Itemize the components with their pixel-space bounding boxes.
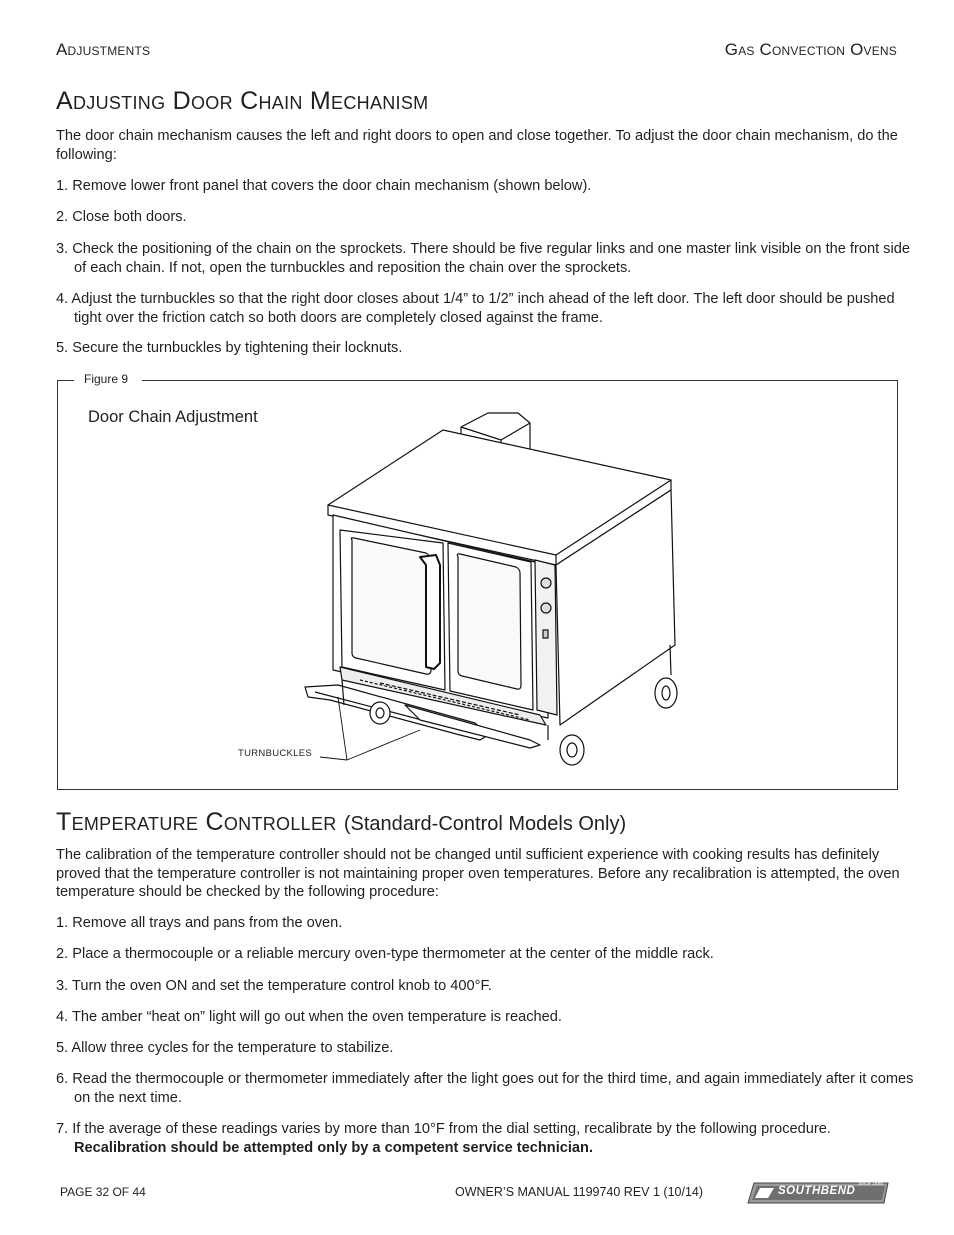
door-chain-step-3: 3. Check the positioning of the chain on the sprockets. There should be five regular links and one master link visible on the front side of each chain. If not, open the turnbuckles and reposition the chain over the sprockets. — [56, 241, 910, 276]
section-title-temp-controller — [56, 808, 626, 837]
temp-step-7-warning: Recalibration should be attempted only by a competent service technician. — [74, 1139, 594, 1156]
running-header-section: Adjustments — [56, 40, 151, 59]
logo-wordmark: SOUTHBEND — [778, 1185, 856, 1197]
door-chain-step-1: 1. Remove lower front panel that covers the door chain mechanism (shown below). — [56, 178, 592, 194]
door-chain-step-2: 2. Close both doors. — [56, 209, 187, 225]
temp-step-3: 3. Turn the oven ON and set the temperature control knob to 400°F. — [56, 978, 492, 994]
figure-title: Door Chain Adjustment — [88, 408, 258, 426]
oven-door-chain-illustration — [230, 405, 700, 775]
temp-step-2: 2. Place a thermocouple or a reliable mercury oven-type thermometer at the center of the middle rack. — [56, 946, 714, 962]
temp-controller-intro: The calibration of the temperature controller should not be changed until sufficient experience with cooking results has definitely proved that the temperature controller is not maintaining proper oven temperatures. Before any recalibration is attempted, the oven temperature should be checked by the following procedure: — [56, 847, 900, 900]
temp-step-7-text: 7. If the average of these readings varies by more than 10°F from the dial setting, recalibrate by the following procedure. — [56, 1121, 831, 1137]
figure-label: Figure 9 — [74, 372, 142, 386]
temp-controller-title-suffix: (Standard-Control Models Only) — [343, 813, 627, 835]
door-chain-step-5: 5. Secure the turnbuckles by tightening their locknuts. — [56, 340, 403, 356]
running-header-product: Gas Convection Ovens — [724, 40, 897, 59]
temp-step-1: 1. Remove all trays and pans from the oven. — [56, 915, 343, 931]
footer-manual-id: OWNER’S MANUAL 1199740 REV 1 (10/14) — [455, 1185, 704, 1199]
temp-step-6: 6. Read the thermocouple or thermometer immediately after the light goes out for the third time, and again immediately after it comes on the next time. — [56, 1071, 914, 1106]
door-chain-intro: The door chain mechanism causes the left and right doors to open and close together. To adjust the door chain mechanism, do the following: — [56, 128, 898, 163]
temp-step-7 — [56, 1120, 924, 1157]
section-title-door-chain: Adjusting Door Chain Mechanism — [56, 87, 429, 115]
temp-controller-title-main: Temperature Controller — [56, 808, 337, 836]
door-chain-step-4: 4. Adjust the turnbuckles so that the right door closes about 1/4” to 1/2” inch ahead of the left door. The left door should be pushed tight over the friction catch so both doors are completely closed against the frame. — [56, 291, 895, 326]
figure-callout-turnbuckles: TURNBUCKLES — [238, 748, 313, 759]
logo-since: Since 1898 — [858, 1181, 884, 1187]
temp-step-5: 5. Allow three cycles for the temperature to stabilize. — [56, 1040, 394, 1056]
temp-step-4: 4. The amber “heat on” light will go out when the oven temperature is reached. — [56, 1009, 562, 1025]
southbend-logo — [746, 1181, 892, 1205]
footer-page-number: PAGE 32 OF 44 — [60, 1185, 146, 1199]
